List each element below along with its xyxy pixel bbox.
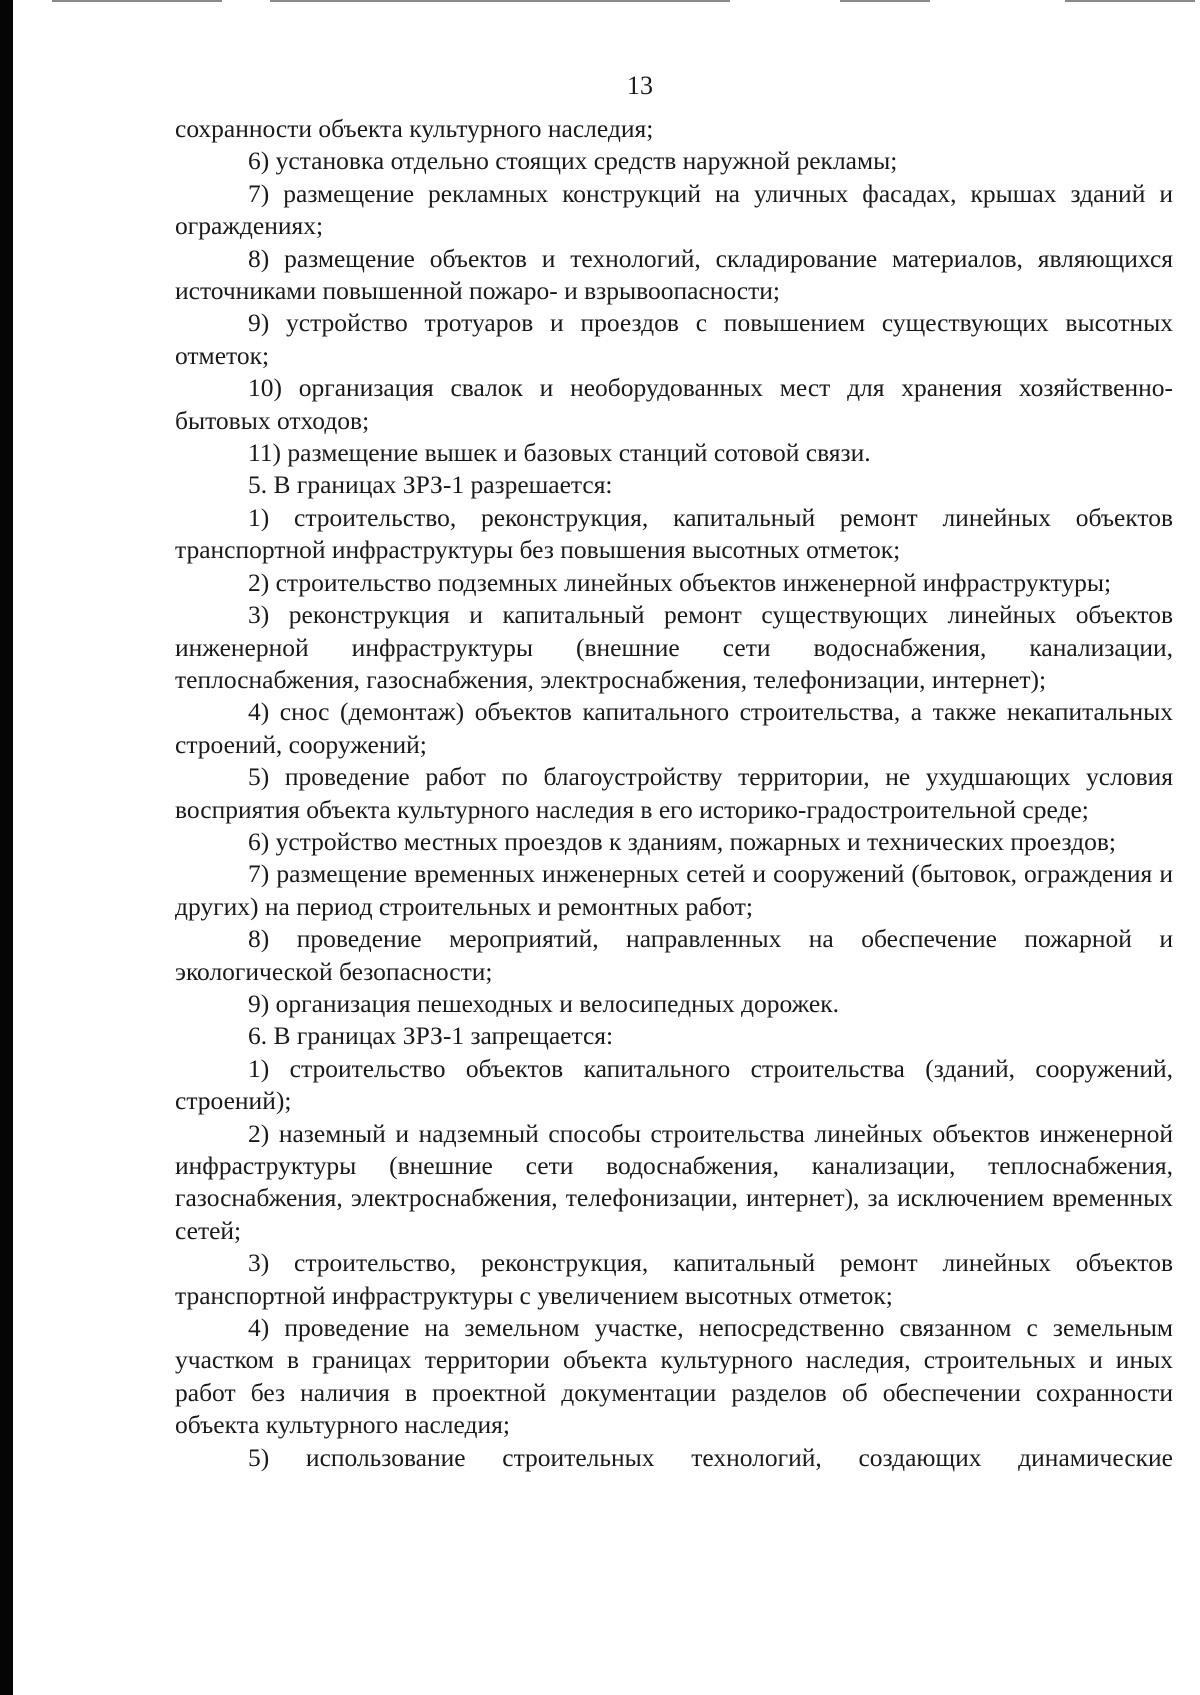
list-item: 8) размещение объектов и технологий, складирование материалов, являющихся источниками повышенной пожаро- и взрывоопасности; [175, 243, 1173, 306]
section-heading: 5. В границах ЗРЗ-1 разрешается: [248, 470, 613, 500]
list-item: 8) проведение мероприятий, направленных на обеспечение пожарной и экологической безопасности; [175, 924, 1173, 986]
list-item: 6) устройство местных проездов к зданиям, пожарных и технических проездов; [248, 826, 1116, 856]
list-item: 4) проведение на земельном участке, непосредственно связанном с земельным участком в границах территории объекта культурного наследия, строительных и иных работ без наличия в проектной документации разделов об обеспечении сохранности объекта культурного наследия; [175, 1313, 1173, 1440]
list-item: 5) проведение работ по благоустройству территории, не ухудшающих условия восприятия объекта культурного наследия в его историко-градостроительной среде; [175, 762, 1173, 824]
paragraph: сохранности объекта культурного наследия; [175, 114, 654, 143]
list-item: 7) размещение рекламных конструкций на уличных фасадах, крышах зданий и ограждениях; [175, 178, 1173, 241]
list-item: 7) размещение временных инженерных сетей и сооружений (бытовок, ограждения и других) на период строительных и ремонтных работ; [175, 859, 1173, 921]
scan-top-rule [52, 0, 222, 2]
scan-top-rule [270, 0, 730, 2]
list-item: 9) организация пешеходных и велосипедных дорожек. [248, 988, 839, 1018]
list-item: 5) использование строительных технологий, создающих динамические [248, 1442, 1173, 1472]
list-item: 6) установка отдельно стоящих средств наружной рекламы; [248, 146, 898, 176]
scan-left-edge [0, 0, 13, 1695]
list-item: 3) строительство, реконструкция, капитальный ремонт линейных объектов транспортной инфраструктуры с увеличением высотных отметок; [175, 1248, 1173, 1310]
list-item: 1) строительство, реконструкция, капитальный ремонт линейных объектов транспортной инфраструктуры без повышения высотных отметок; [175, 502, 1173, 565]
scan-top-rule [1065, 0, 1195, 2]
page-number: 13 [627, 71, 653, 100]
list-item: 10) организация свалок и необорудованных мест для хранения хозяйственно-бытовых отходов; [175, 373, 1173, 435]
list-item: 2) строительство подземных линейных объектов инженерной инфраструктуры; [248, 567, 1112, 597]
list-item: 1) строительство объектов капитального строительства (зданий, сооружений, строений); [175, 1053, 1173, 1116]
list-item: 11) размещение вышек и базовых станций сотовой связи. [248, 438, 871, 468]
list-item: 9) устройство тротуаров и проездов с повышением существующих высотных отметок; [175, 308, 1173, 370]
scan-top-rule [840, 0, 930, 2]
section-heading: 6. В границах ЗРЗ-1 запрещается: [248, 1021, 614, 1051]
list-item: 3) реконструкция и капитальный ремонт существующих линейных объектов инженерной инфраструктуры (внешние сети водоснабжения, канализации, теплоснабжения, газоснабжения, электроснабжения, телефонизации, интернет); [175, 600, 1173, 694]
list-item: 4) снос (демонтаж) объектов капитального строительства, а также некапитальных строений, сооружений; [175, 697, 1173, 759]
list-item: 2) наземный и надземный способы строительства линейных объектов инженерной инфраструктуры (внешние сети водоснабжения, канализации, теплоснабжения, газоснабжения, электроснабжения, телефонизации, интернет), за исключением временных сетей; [175, 1118, 1173, 1245]
document-body [175, 113, 1173, 1474]
